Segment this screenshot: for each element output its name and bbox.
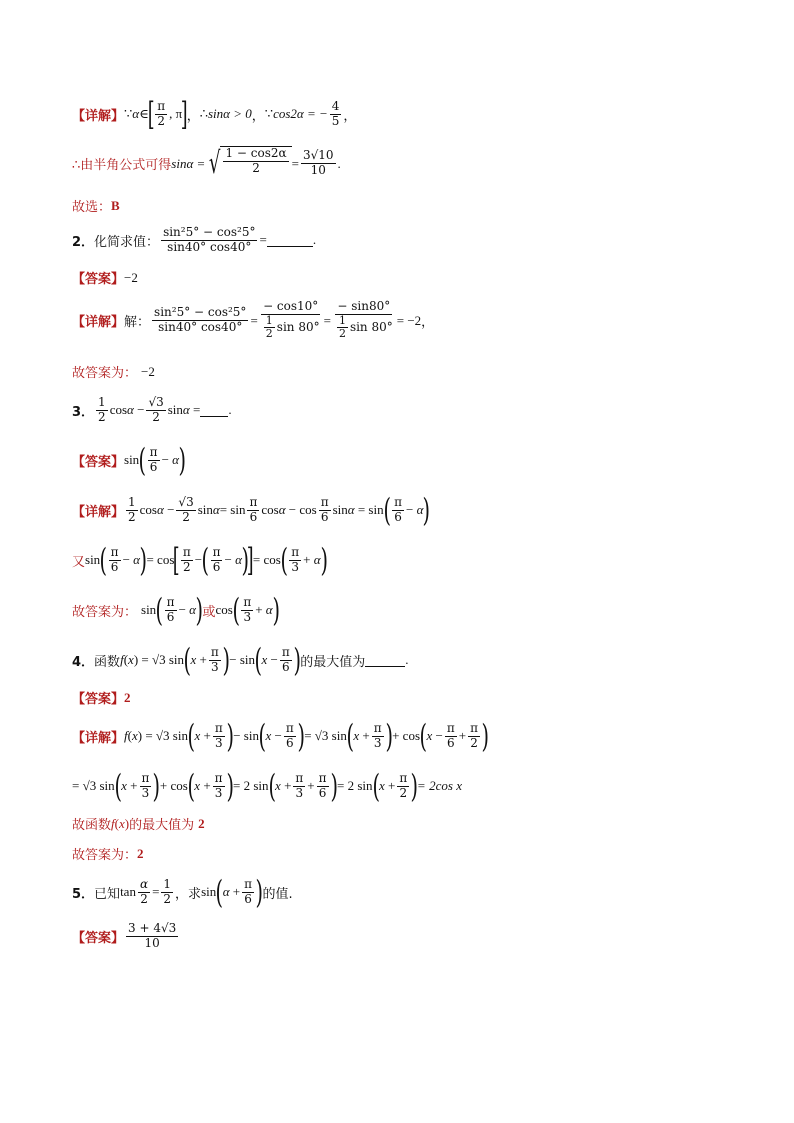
q3-detail-line: 【详解】 $\frac{1}{2}$ cosα − $\frac{√3}{2}$ sinα = sin $\frac{\pi}{6}$ cosα − cos $\frac{\pi}{6}$ sinα = sin ( $\frac{\pi}{6}$ − α ) — [72, 491, 431, 529]
result-fraction: $\frac{3√10}{10}$ — [302, 148, 334, 177]
q3-blank[interactable] — [200, 404, 228, 417]
q2-number: 2． — [72, 234, 95, 250]
half-angle-line: ∴由半角公式可得 sinα = √ $\frac{1 - \cos 2\alpha}{2}$ = $\frac{3√10}{10}$ . — [72, 146, 341, 181]
q2-final-line: 故答案为： −2 — [72, 363, 155, 381]
choice-line: 故选： B — [72, 197, 120, 215]
q4-blank[interactable] — [365, 654, 405, 667]
detail-label: 【详解】 — [72, 108, 125, 124]
q4-detail-line-2: = √3 sin ( x + $\frac{\pi}{3}$ ) + cos ( x + $\frac{\pi}{3}$ ) = 2 sin ( x + $\frac{\pi}{3}$ + $\frac{\pi}{6}$ ) = 2 sin ( x + $\frac{\pi}{2}$ ) = 2cos x — [72, 767, 462, 805]
q3-final-line: 故答案为： sin ( $\frac{\pi}{6}$ − α ) 或 cos ( $\frac{\pi}{3}$ + α ) — [72, 591, 280, 629]
q4-conclusion-line: 故函数 f(x) 的最大值为 2 — [72, 815, 205, 833]
question-4: 4． 函数 f(x) = √3 sin ( x + $\frac{\pi}{3}$ ) − sin ( x − $\frac{\pi}{6}$ ) 的最大值为 . — [72, 641, 409, 679]
q5-answer-fraction: $\frac{3 + 4√3}{10}$ — [128, 921, 177, 950]
q4-final-line: 故答案为： 2 — [72, 845, 144, 863]
q2-answer-line: 【答案】 −2 — [72, 269, 138, 287]
frac-4-5: $\frac{4}{5}$ — [331, 98, 340, 128]
question-5: 5． 已知 tan $\frac{\alpha}{2}$ = $\frac{1}{2}$ ，求 sin ( α + $\frac{\pi}{6}$ ) 的值. — [72, 873, 293, 911]
q4-detail-line: 【详解】 f(x) = √3 sin ( x + $\frac{\pi}{3}$ ) − sin ( x − $\frac{\pi}{6}$ ) = √3 sin ( x + $\frac{\pi}{3}$ ) + cos ( x − $\frac{\pi}{6}$ + $\frac{\pi}{2}$ ) — [72, 717, 489, 755]
question-2: 2． 化简求值： $\frac{\text{sin²5° − cos²5°}}{\sin 40^\circ \cos 40^\circ}$ = . — [72, 225, 317, 254]
half-angle-text: ∴由半角公式可得 — [72, 158, 172, 173]
q2-detail-line: 【详解】 解： $\frac{\text{sin²5° − cos²5°}}{\sin 40^\circ \cos 40^\circ}$ = − cos10° $\frac{1}{2}$ sin 80° = − sin80° $\frac{1}{2}$ sin 80° = −2 ， — [72, 299, 435, 341]
choice-value: B — [111, 197, 120, 213]
q5-answer-line: 【答案】 $\frac{3 + 4√3}{10}$ — [72, 921, 177, 950]
because-symbol: ∵ — [124, 106, 133, 121]
sin-positive: sinα > 0 — [207, 106, 252, 121]
pi-over-2: $\frac{\pi}{2}$ — [157, 98, 166, 128]
answer-blank[interactable] — [267, 234, 313, 247]
detail-line-1: 【详解】 ∵ α ∈ [ $\frac{\pi}{2}$ , π ] ， ∴ sinα > 0 ， ∵ cos2α = − $\frac{4}{5}$ ， — [72, 95, 357, 133]
q2-answer-value: −2 — [124, 269, 138, 285]
sqrt-expression: √ $\frac{1 - \cos 2\alpha}{2}$ — [205, 146, 291, 181]
q4-answer-line: 【答案】 2 — [72, 689, 131, 707]
question-3: 3． $\frac{1}{2}$ cosα − $\frac{√3}{2}$ sinα = . — [72, 395, 232, 424]
q3-again-line: 又 sin ( $\frac{\pi}{6}$ − α ) = cos [ $\frac{\pi}{2}$ − ( $\frac{\pi}{6}$ − α ) ] = cos ( $\frac{\pi}{3}$ + α ) — [72, 541, 328, 579]
cos2a-expr: cos2α = − — [273, 106, 328, 121]
q3-answer-line: 【答案】 sin ( $\frac{\pi}{6}$ − α ) — [72, 441, 186, 479]
